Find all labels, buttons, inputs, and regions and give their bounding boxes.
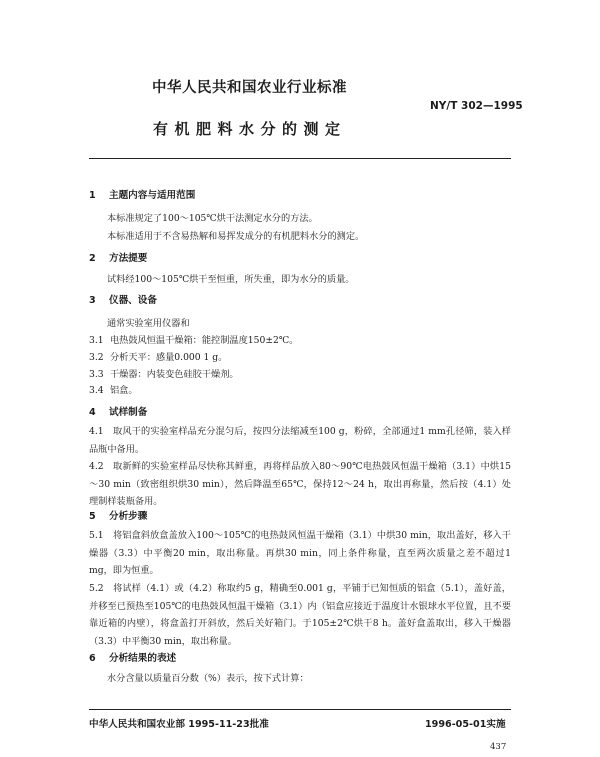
section-3-heading xyxy=(89,292,157,306)
section-5-heading xyxy=(89,508,147,522)
item-text: 干燥器：内装变色硅胶干燥剂。 xyxy=(110,369,239,380)
section-number: 3 xyxy=(89,295,96,306)
section-3-intro: 通常实验室用仪器和 xyxy=(107,318,190,329)
equipment-item xyxy=(89,366,239,380)
section-number: 4 xyxy=(89,407,96,418)
section-title: 主题内容与适用范围 xyxy=(109,190,196,201)
section-1-line-1: 本标准规定了100～105℃烘干法测定水分的方法。 xyxy=(107,213,318,224)
section-number: 5 xyxy=(89,511,96,522)
standard-code: NY/T 302—1995 xyxy=(430,100,523,112)
section-6-heading xyxy=(89,650,176,664)
section-title: 试样制备 xyxy=(109,407,148,418)
equipment-item xyxy=(89,332,298,346)
item-number: 3.4 xyxy=(89,385,104,396)
section-title: 仪器、设备 xyxy=(109,295,157,306)
section-4-para-2: 4.2 取新鲜的实验室样品尽快称其鲜重，再将样品放入80～90℃电热鼓风恒温干燥箱（3.1）中烘15～30 min（致密组织烘30 min），然后降温至65℃，保持12～24 h，取出再称量，然后按（4.1）处理制样装瓶备用。 xyxy=(89,461,511,507)
implementation-date: 1996-05-01实施 xyxy=(425,719,506,730)
section-5-para-2: 5.2 将试样（4.1）或（4.2）称取约5 g，精确至0.001 g，平铺于已知恒质的铝盒（5.1），盖好盖，并移至已预热至105℃的电热鼓风恒温干燥箱（3.1）内（铝盒应接近于温度计水银球水平位置，且不要靠近箱的内壁），将盒盖打开斜放，然后关好箱门。于105±2℃烘干8 h。盖好盒盖取出，移入干燥器（3.3）中平衡30 min，取出称量。 xyxy=(89,583,511,647)
footer-divider xyxy=(89,709,511,710)
section-5-para-1: 5.1 将铝盒斜放盒盖放入100～105℃的电热鼓风恒温干燥箱（3.1）中烘30 min，取出盖好，移入干燥器（3.3）中平衡20 min，取出称量。再烘30 min，同上条件称量，直至两次质量之差不超过1 mg，即为恒重。 xyxy=(89,530,511,576)
section-2-line-1: 试料经100～105℃烘干至恒重，所失重，即为水分的质量。 xyxy=(107,274,355,285)
section-title: 分析步骤 xyxy=(109,511,148,522)
section-number: 2 xyxy=(89,253,96,264)
item-text: 电热鼓风恒温干燥箱：能控制温度150±2℃。 xyxy=(110,335,299,346)
standard-type: 中华人民共和国农业行业标准 xyxy=(152,80,347,96)
page-title: 有机肥料水分的测定 xyxy=(153,120,347,138)
equipment-item xyxy=(89,382,138,396)
section-number: 1 xyxy=(89,190,96,201)
section-title: 方法提要 xyxy=(109,253,148,264)
section-4-para-1: 4.1 取风干的实验室样品充分混匀后，按四分法缩减至100 g，粉碎，全部通过1 mm孔径筛，装入样品瓶中备用。 xyxy=(89,426,511,455)
item-number: 3.2 xyxy=(89,352,104,363)
item-number: 3.1 xyxy=(89,335,104,346)
section-6-line-1: 水分含量以质量百分数（%）表示，按下式计算： xyxy=(107,673,309,684)
item-number: 3.3 xyxy=(89,369,104,380)
section-1-heading xyxy=(89,187,195,201)
section-2-heading xyxy=(89,250,147,264)
header-divider xyxy=(89,158,511,159)
section-1-line-2: 本标准适用于不含易热解和易挥发成分的有机肥料水分的测定。 xyxy=(107,231,365,242)
equipment-item xyxy=(89,349,227,363)
item-text: 分析天平：感量0.000 1 g。 xyxy=(110,352,228,363)
page-number: 437 xyxy=(490,742,507,752)
item-text: 铝盒。 xyxy=(110,385,138,396)
section-4-heading xyxy=(89,404,147,418)
section-number: 6 xyxy=(89,653,96,664)
approval-note: 中华人民共和国农业部 1995-11-23批准 xyxy=(89,719,269,730)
section-title: 分析结果的表述 xyxy=(109,653,177,664)
